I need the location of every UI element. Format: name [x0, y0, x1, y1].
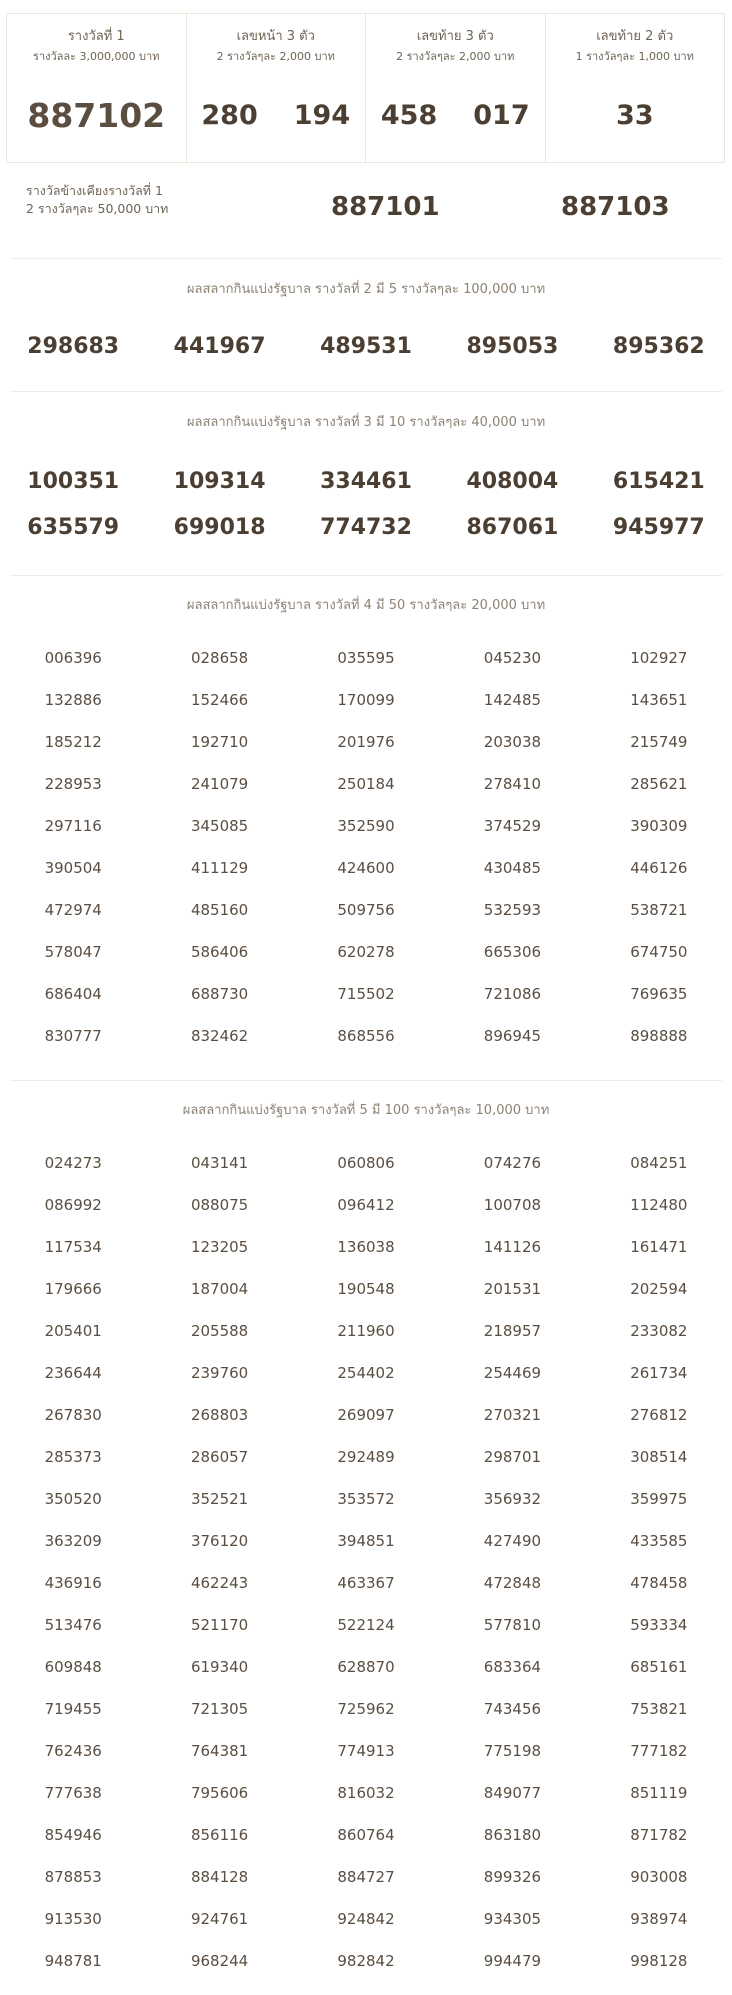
prize-5-number: 117534	[44, 1238, 102, 1256]
prize-5-number: 924842	[337, 1910, 395, 1928]
prize-4-number: 250184	[337, 775, 395, 793]
prize-4-number: 424600	[337, 859, 395, 877]
section-divider	[10, 575, 722, 576]
prize-5-number: 948781	[44, 1952, 102, 1970]
prize-4-number: 620278	[337, 943, 395, 961]
prize-5-number: 775198	[483, 1742, 542, 1760]
prize-5-number: 436916	[44, 1574, 102, 1592]
prize-4-number: 472974	[44, 901, 102, 919]
prize-3-number: 334461	[320, 469, 412, 494]
prize-4-number: 832462	[190, 1027, 249, 1045]
prize-5-number: 201531	[483, 1280, 542, 1298]
first-prize-sub: รางวัลละ 3,000,000 บาท	[33, 50, 160, 63]
prize-3-number: 109314	[173, 469, 266, 494]
prize-4-number: 297116	[44, 817, 102, 835]
last-three-sub: 2 รางวัลๆละ 2,000 บาท	[396, 50, 515, 63]
number-row	[0, 721, 732, 763]
prize-5-number: 777638	[44, 1784, 102, 1802]
last-two-cell	[546, 14, 725, 162]
prize-5-number: 084251	[630, 1154, 688, 1172]
number-row	[0, 1646, 732, 1688]
last-three-cell	[366, 14, 546, 162]
number-row	[0, 973, 732, 1015]
prize-5-number: 239760	[190, 1364, 249, 1382]
number-row	[0, 1478, 732, 1520]
front-three-cell	[187, 14, 367, 162]
prize-5-number: 878853	[44, 1868, 102, 1886]
prize-5-number: 513476	[44, 1616, 102, 1634]
prize-5-number: 934305	[483, 1910, 542, 1928]
prize-4-number: 132886	[44, 691, 102, 709]
number-row	[0, 1562, 732, 1604]
prize-4-number: 674750	[630, 943, 688, 961]
prize-5-number: 774913	[337, 1742, 395, 1760]
prize-5-number: 254469	[483, 1364, 542, 1382]
prize-5-number: 359975	[630, 1490, 688, 1508]
front-three-numbers	[187, 99, 366, 133]
prize-4-number: 142485	[483, 691, 542, 709]
number-row	[0, 1310, 732, 1352]
prize-5-grid	[0, 1142, 732, 1982]
prize-4-number: 586406	[190, 943, 249, 961]
number-row	[0, 1688, 732, 1730]
prize-5-number: 141126	[483, 1238, 542, 1256]
prize-5-number: 285373	[44, 1448, 102, 1466]
prize-5-number: 795606	[190, 1784, 249, 1802]
adjacent-prize-title: รางวัลข้างเคียงรางวัลที่ 1	[26, 183, 163, 198]
prize-4-number: 578047	[44, 943, 102, 961]
prize-3-number: 774732	[320, 515, 412, 540]
prize-5-number: 205401	[44, 1322, 102, 1340]
prize-5-number: 816032	[337, 1784, 395, 1802]
prize-4-number: 241079	[190, 775, 249, 793]
prize-4-number: 715502	[337, 985, 395, 1003]
number-row	[0, 1394, 732, 1436]
prize-5-number: 394851	[337, 1532, 395, 1550]
prize-3-numbers-row	[0, 467, 732, 497]
prize-5-number: 205588	[190, 1322, 249, 1340]
prize-5-number: 628870	[337, 1658, 395, 1676]
number-row	[0, 847, 732, 889]
prize-5-number: 074276	[483, 1154, 542, 1172]
prize-3-number: 699018	[173, 515, 266, 540]
number-row	[0, 889, 732, 931]
first-prize-numbers	[7, 96, 186, 135]
prize-5-number: 924761	[190, 1910, 249, 1928]
last-three-title: เลขท้าย 3 ตัว	[416, 29, 494, 44]
prize-4-number: 898888	[630, 1027, 688, 1045]
prize-5-number: 593334	[630, 1616, 688, 1634]
prize-5-number: 903008	[630, 1868, 688, 1886]
prize-4-number: 538721	[630, 901, 688, 919]
prize-4-number: 203038	[483, 733, 542, 751]
number-row	[0, 1898, 732, 1940]
prize-4-number: 769635	[630, 985, 688, 1003]
prize-5-number: 060806	[337, 1154, 395, 1172]
prize-5-number: 353572	[337, 1490, 395, 1508]
prize-4-number: 143651	[630, 691, 688, 709]
prize-4-grid	[0, 637, 732, 1057]
first-prize-title: รางวัลที่ 1	[67, 29, 125, 44]
front-three-number: 194	[293, 100, 351, 131]
prize-5-number: 270321	[483, 1406, 542, 1424]
last-two-title: เลขท้าย 2 ตัว	[596, 29, 674, 44]
number-row	[0, 1226, 732, 1268]
prize-2-number: 895362	[612, 334, 705, 359]
number-row	[0, 1520, 732, 1562]
prize-4-number: 446126	[630, 859, 688, 877]
prize-4-number: 509756	[337, 901, 395, 919]
prize-5-number: 721305	[190, 1700, 249, 1718]
number-row	[0, 1730, 732, 1772]
prize-5-number: 427490	[483, 1532, 542, 1550]
number-row	[0, 1772, 732, 1814]
prize-5-number: 719455	[44, 1700, 102, 1718]
front-three-title: เลขหน้า 3 ตัว	[236, 29, 315, 44]
prize-4-number: 345085	[190, 817, 249, 835]
prize-4-number: 532593	[483, 901, 542, 919]
prize-4-number: 390309	[630, 817, 688, 835]
prize-5-number: 123205	[190, 1238, 249, 1256]
prize-5-number: 363209	[44, 1532, 102, 1550]
adjacent-prize-label	[26, 182, 168, 218]
prize-5-number: 356932	[483, 1490, 542, 1508]
prize-4-number: 201976	[337, 733, 395, 751]
prize-3-number: 635579	[27, 515, 120, 540]
prize-4-number: 285621	[630, 775, 688, 793]
prize-4-title: ผลสลากกินแบ่งรัฐบาล รางวัลที่ 4 มี 50 รางวัลๆละ 20,000 บาท	[186, 598, 546, 613]
number-row	[0, 1015, 732, 1057]
prize-5-number: 871782	[630, 1826, 688, 1844]
prize-3-number: 615421	[612, 469, 705, 494]
prize-5-number: 521170	[190, 1616, 249, 1634]
prize-4-number: 390504	[44, 859, 102, 877]
prize-5-number: 764381	[190, 1742, 249, 1760]
prize-5-number: 190548	[337, 1280, 395, 1298]
number-row	[0, 763, 732, 805]
number-row	[0, 1436, 732, 1478]
prize-3-numbers-row	[0, 513, 732, 543]
prize-5-number: 233082	[630, 1322, 688, 1340]
prize-4-number: 688730	[190, 985, 249, 1003]
prize-5-number: 609848	[44, 1658, 102, 1676]
last-two-sub: 1 รางวัลๆละ 1,000 บาท	[575, 50, 694, 63]
adjacent-prize-sub: 2 รางวัลๆละ 50,000 บาท	[26, 201, 169, 216]
prize-5-number: 254402	[337, 1364, 395, 1382]
prize-5-number: 298701	[483, 1448, 542, 1466]
prize-5-number: 088075	[190, 1196, 249, 1214]
prize-5-number: 276812	[630, 1406, 688, 1424]
prize-2-number: 298683	[27, 334, 120, 359]
section-divider	[10, 391, 722, 392]
prize-5-number: 268803	[190, 1406, 249, 1424]
prize-5-number: 577810	[483, 1616, 542, 1634]
section-divider	[10, 1080, 722, 1081]
prize-5-number: 179666	[44, 1280, 102, 1298]
prize-5-number: 685161	[630, 1658, 688, 1676]
last-three-number: 017	[473, 100, 530, 131]
prize-3-number: 408004	[466, 469, 559, 494]
prize-5-number: 267830	[44, 1406, 102, 1424]
prize-5-number: 998128	[630, 1952, 688, 1970]
prize-5-number: 100708	[483, 1196, 542, 1214]
prize-5-number: 202594	[630, 1280, 688, 1298]
prize-3-title: ผลสลากกินแบ่งรัฐบาล รางวัลที่ 3 มี 10 รางวัลๆละ 40,000 บาท	[186, 415, 546, 430]
last-two-numbers	[546, 99, 725, 133]
prize-5-number: 851119	[630, 1784, 688, 1802]
first-prize-cell	[7, 14, 187, 162]
prize-5-number: 522124	[337, 1616, 395, 1634]
prize-4-number: 278410	[483, 775, 542, 793]
last-two-number: 33	[615, 100, 654, 131]
number-row	[0, 1352, 732, 1394]
prize-4-number: 374529	[483, 817, 542, 835]
prize-5-number: 261734	[630, 1364, 688, 1382]
prize-5-number: 292489	[337, 1448, 395, 1466]
number-row	[0, 1940, 732, 1982]
prize-3-number: 867061	[466, 515, 559, 540]
prize-5-number: 683364	[483, 1658, 542, 1676]
prize-5-number: 899326	[483, 1868, 542, 1886]
prize-5-number: 043141	[190, 1154, 249, 1172]
prize-3-number: 945977	[612, 515, 705, 540]
prize-5-number: 218957	[483, 1322, 542, 1340]
number-row	[0, 1856, 732, 1898]
prize-2-number: 441967	[173, 334, 266, 359]
prize-4-number: 152466	[190, 691, 249, 709]
prize-5-number: 913530	[44, 1910, 102, 1928]
number-row	[0, 1268, 732, 1310]
prize-5-number: 352521	[190, 1490, 249, 1508]
prize-5-number: 376120	[190, 1532, 249, 1550]
prize-4-number: 352590	[337, 817, 395, 835]
prize-5-number: 884128	[190, 1868, 249, 1886]
prize-5-number: 136038	[337, 1238, 395, 1256]
prize-5-number: 463367	[337, 1574, 395, 1592]
prize-4-number: 170099	[337, 691, 395, 709]
prize-5-number: 096412	[337, 1196, 395, 1214]
number-row	[0, 1814, 732, 1856]
prize-5-number: 849077	[483, 1784, 542, 1802]
prize-5-title: ผลสลากกินแบ่งรัฐบาล รางวัลที่ 5 มี 100 รางวัลๆละ 10,000 บาท	[182, 1103, 550, 1118]
prize-2-title: ผลสลากกินแบ่งรัฐบาล รางวัลที่ 2 มี 5 รางวัลๆละ 100,000 บาท	[186, 282, 546, 297]
prize-5-number: 743456	[483, 1700, 542, 1718]
adjacent-prize-number: 887101	[331, 192, 440, 222]
prize-5-number: 854946	[44, 1826, 102, 1844]
prize-5-number: 860764	[337, 1826, 395, 1844]
adjacent-prize-row	[6, 170, 725, 250]
prize-5-number: 863180	[483, 1826, 542, 1844]
prize-5-number: 762436	[44, 1742, 102, 1760]
prize-5-number: 269097	[337, 1406, 395, 1424]
prize-4-number: 485160	[190, 901, 249, 919]
prize-5-number: 086992	[44, 1196, 102, 1214]
front-three-number: 280	[201, 100, 258, 131]
prize-5-number: 777182	[630, 1742, 688, 1760]
prize-5-number: 433585	[630, 1532, 688, 1550]
number-row	[0, 679, 732, 721]
prize-5-number: 112480	[630, 1196, 688, 1214]
prize-4-number: 185212	[44, 733, 102, 751]
prize-4-number: 896945	[483, 1027, 542, 1045]
prize-4-number: 006396	[44, 649, 102, 667]
prize-5-number: 938974	[630, 1910, 688, 1928]
prize-4-number: 686404	[44, 985, 102, 1003]
prize-5-number: 856116	[190, 1826, 249, 1844]
prize-5-number: 211960	[337, 1322, 395, 1340]
prize-2-number: 489531	[320, 334, 412, 359]
number-row	[0, 1184, 732, 1226]
prize-5-number: 968244	[190, 1952, 249, 1970]
number-row	[0, 1142, 732, 1184]
last-three-numbers	[366, 99, 545, 133]
prize-4-number: 035595	[337, 649, 395, 667]
prize-4-number: 102927	[630, 649, 688, 667]
prize-4-number: 045230	[483, 649, 542, 667]
prize-5-number: 187004	[190, 1280, 249, 1298]
prize-4-number: 028658	[190, 649, 249, 667]
first-prize-number: 887102	[27, 96, 166, 135]
prize-5-number: 619340	[190, 1658, 249, 1676]
prize-5-number: 753821	[630, 1700, 688, 1718]
prize-4-number: 215749	[630, 733, 688, 751]
prize-4-number: 830777	[44, 1027, 102, 1045]
prize-5-number: 994479	[483, 1952, 542, 1970]
number-row	[0, 805, 732, 847]
prize-5-number: 725962	[337, 1700, 395, 1718]
number-row	[0, 931, 732, 973]
last-three-number: 458	[380, 100, 438, 131]
prize-5-number: 236644	[44, 1364, 102, 1382]
prize-5-number: 478458	[630, 1574, 688, 1592]
prize-5-number: 350520	[44, 1490, 102, 1508]
prize-5-number: 308514	[630, 1448, 688, 1466]
prize-5-number: 462243	[190, 1574, 249, 1592]
prize-5-number: 161471	[630, 1238, 688, 1256]
prize-4-number: 192710	[190, 733, 249, 751]
prize-5-number: 472848	[483, 1574, 542, 1592]
top-prize-table	[6, 13, 725, 163]
prize-5-number: 982842	[337, 1952, 395, 1970]
prize-4-number: 228953	[44, 775, 102, 793]
prize-5-number: 286057	[190, 1448, 249, 1466]
prize-3-number: 100351	[27, 469, 120, 494]
number-row	[0, 637, 732, 679]
front-three-sub: 2 รางวัลๆละ 2,000 บาท	[216, 50, 335, 63]
prize-4-number: 665306	[483, 943, 542, 961]
prize-4-number: 411129	[190, 859, 249, 877]
number-row	[0, 1604, 732, 1646]
prize-4-number: 721086	[483, 985, 542, 1003]
prize-4-number: 868556	[337, 1027, 395, 1045]
prize-5-number: 024273	[44, 1154, 102, 1172]
section-divider	[10, 258, 722, 259]
prize-2-numbers	[0, 332, 732, 362]
prize-5-number: 884727	[337, 1868, 395, 1886]
prize-4-number: 430485	[483, 859, 542, 877]
adjacent-prize-number: 887103	[561, 192, 670, 222]
prize-2-number: 895053	[466, 334, 559, 359]
